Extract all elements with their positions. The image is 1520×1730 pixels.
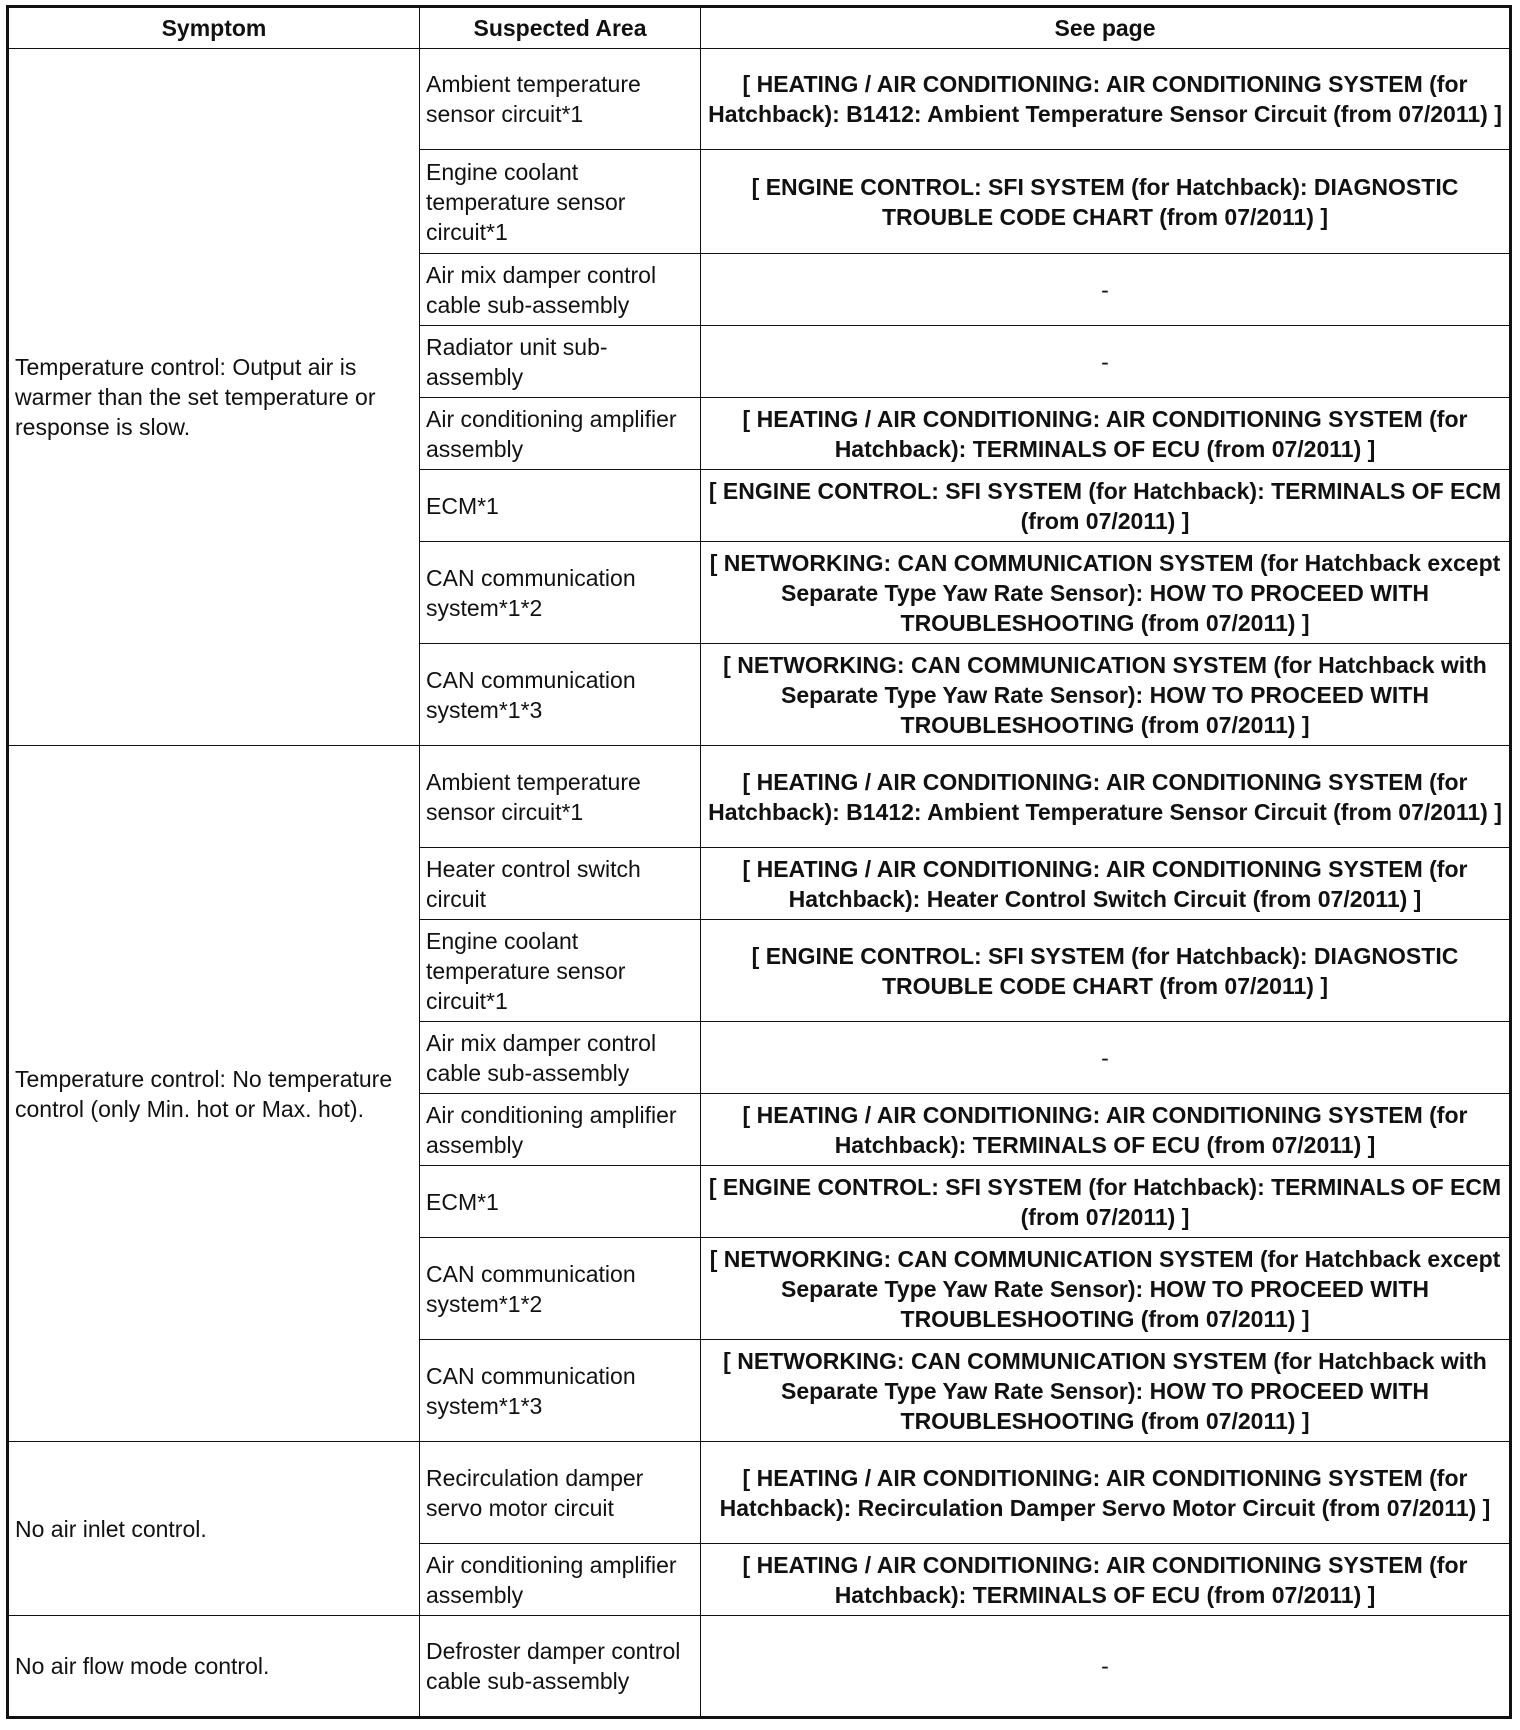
see-page-cell: [ HEATING / AIR CONDITIONING: AIR CONDITIONING SYSTEM (for Hatchback): Heater Control Switch Circuit (from 07/2011) ] <box>701 848 1511 920</box>
table-body <box>8 49 1511 1718</box>
see-page-cell: [ NETWORKING: CAN COMMUNICATION SYSTEM (for Hatchback with Separate Type Yaw Rate Sensor): HOW TO PROCEED WITH TROUBLESHOOTING (from 07/2011) ] <box>701 1340 1511 1442</box>
see-page-cell: [ HEATING / AIR CONDITIONING: AIR CONDITIONING SYSTEM (for Hatchback): B1412: Ambient Temperature Sensor Circuit (from 07/2011) ] <box>701 49 1511 150</box>
see-page-cell: [ NETWORKING: CAN COMMUNICATION SYSTEM (for Hatchback with Separate Type Yaw Rate Sensor): HOW TO PROCEED WITH TROUBLESHOOTING (from 07/2011) ] <box>701 644 1511 746</box>
symptom-cell: Temperature control: No temperature control (only Min. hot or Max. hot). <box>8 746 420 1442</box>
see-page-cell: [ NETWORKING: CAN COMMUNICATION SYSTEM (for Hatchback except Separate Type Yaw Rate Sensor): HOW TO PROCEED WITH TROUBLESHOOTING (from 07/2011) ] <box>701 1238 1511 1340</box>
see-page-cell: [ NETWORKING: CAN COMMUNICATION SYSTEM (for Hatchback except Separate Type Yaw Rate Sensor): HOW TO PROCEED WITH TROUBLESHOOTING (from 07/2011) ] <box>701 542 1511 644</box>
see-page-cell: [ ENGINE CONTROL: SFI SYSTEM (for Hatchback): TERMINALS OF ECM (from 07/2011) ] <box>701 1166 1511 1238</box>
see-page-cell: [ ENGINE CONTROL: SFI SYSTEM (for Hatchback): DIAGNOSTIC TROUBLE CODE CHART (from 07/2011) ] <box>701 150 1511 254</box>
table-header <box>8 7 1511 49</box>
see-page-cell: [ HEATING / AIR CONDITIONING: AIR CONDITIONING SYSTEM (for Hatchback): B1412: Ambient Temperature Sensor Circuit (from 07/2011) ] <box>701 746 1511 848</box>
suspected-area-cell: Air conditioning amplifier assembly <box>420 1544 701 1616</box>
table-row <box>8 1442 1511 1544</box>
suspected-area-cell: Air mix damper control cable sub-assembly <box>420 254 701 326</box>
suspected-area-cell: Air mix damper control cable sub-assembly <box>420 1022 701 1094</box>
suspected-area-cell: ECM*1 <box>420 1166 701 1238</box>
suspected-area-cell: Ambient temperature sensor circuit*1 <box>420 49 701 150</box>
symptom-cell: No air flow mode control. <box>8 1616 420 1718</box>
suspected-area-cell: Engine coolant temperature sensor circuit*1 <box>420 920 701 1022</box>
see-page-cell: [ HEATING / AIR CONDITIONING: AIR CONDITIONING SYSTEM (for Hatchback): TERMINALS OF ECU (from 07/2011) ] <box>701 398 1511 470</box>
suspected-area-cell: Radiator unit sub-assembly <box>420 326 701 398</box>
see-page-cell: - <box>701 1616 1511 1718</box>
see-page-cell: [ HEATING / AIR CONDITIONING: AIR CONDITIONING SYSTEM (for Hatchback): TERMINALS OF ECU (from 07/2011) ] <box>701 1094 1511 1166</box>
symptom-cell: Temperature control: Output air is warmer than the set temperature or response is slow. <box>8 49 420 746</box>
suspected-area-cell: Ambient temperature sensor circuit*1 <box>420 746 701 848</box>
suspected-area-cell: Heater control switch circuit <box>420 848 701 920</box>
troubleshooting-table <box>6 5 1512 1719</box>
see-page-cell: - <box>701 1022 1511 1094</box>
suspected-area-cell: CAN communication system*1*3 <box>420 1340 701 1442</box>
suspected-area-cell: ECM*1 <box>420 470 701 542</box>
header-row <box>8 7 1511 49</box>
header-see-page: See page <box>701 7 1511 49</box>
suspected-area-cell: Engine coolant temperature sensor circuit*1 <box>420 150 701 254</box>
suspected-area-cell: Air conditioning amplifier assembly <box>420 1094 701 1166</box>
suspected-area-cell: Defroster damper control cable sub-assembly <box>420 1616 701 1718</box>
suspected-area-cell: CAN communication system*1*2 <box>420 1238 701 1340</box>
suspected-area-cell: Air conditioning amplifier assembly <box>420 398 701 470</box>
suspected-area-cell: CAN communication system*1*3 <box>420 644 701 746</box>
see-page-cell: - <box>701 326 1511 398</box>
header-symptom: Symptom <box>8 7 420 49</box>
see-page-cell: - <box>701 254 1511 326</box>
see-page-cell: [ HEATING / AIR CONDITIONING: AIR CONDITIONING SYSTEM (for Hatchback): Recirculation Damper Servo Motor Circuit (from 07/2011) ] <box>701 1442 1511 1544</box>
see-page-cell: [ HEATING / AIR CONDITIONING: AIR CONDITIONING SYSTEM (for Hatchback): TERMINALS OF ECU (from 07/2011) ] <box>701 1544 1511 1616</box>
see-page-cell: [ ENGINE CONTROL: SFI SYSTEM (for Hatchback): DIAGNOSTIC TROUBLE CODE CHART (from 07/2011) ] <box>701 920 1511 1022</box>
table-row <box>8 1616 1511 1718</box>
table-row <box>8 49 1511 150</box>
table-row <box>8 746 1511 848</box>
see-page-cell: [ ENGINE CONTROL: SFI SYSTEM (for Hatchback): TERMINALS OF ECM (from 07/2011) ] <box>701 470 1511 542</box>
symptom-cell: No air inlet control. <box>8 1442 420 1616</box>
suspected-area-cell: Recirculation damper servo motor circuit <box>420 1442 701 1544</box>
suspected-area-cell: CAN communication system*1*2 <box>420 542 701 644</box>
header-suspected-area: Suspected Area <box>420 7 701 49</box>
